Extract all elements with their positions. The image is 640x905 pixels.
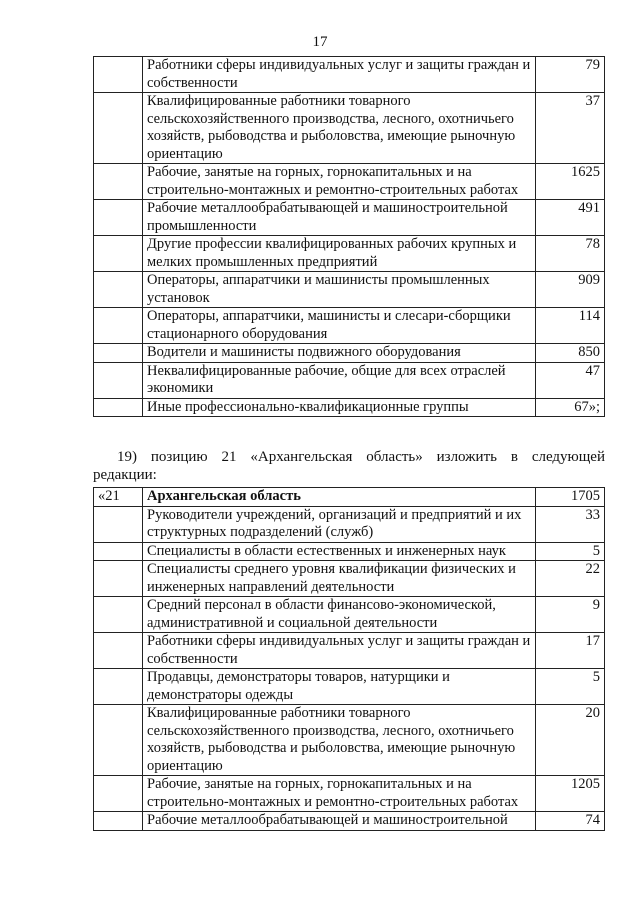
table-row: [94, 164, 605, 200]
row-value: 79: [536, 57, 605, 93]
row-value: 22: [536, 561, 605, 597]
row-marker: [94, 200, 143, 236]
row-occupation: Водители и машинисты подвижного оборудования: [143, 344, 536, 363]
amendment-paragraph: [93, 448, 605, 484]
row-occupation: Руководители учреждений, организаций и предприятий и их структурных подразделений (служб): [143, 506, 536, 542]
row-marker: [94, 812, 143, 831]
row-value: 5: [536, 542, 605, 561]
row-marker: [94, 776, 143, 812]
row-occupation: Рабочие, занятые на горных, горнокапитальных и на строительно-монтажных и ремонтно-строительных работах: [143, 164, 536, 200]
table-header-row: [94, 488, 605, 507]
row-occupation: Другие профессии квалифицированных рабочих крупных и мелких промышленных предприятий: [143, 236, 536, 272]
table-row: [94, 705, 605, 776]
table-row: [94, 633, 605, 669]
row-occupation: Рабочие, занятые на горных, горнокапитальных и на строительно-монтажных и ремонтно-строительных работах: [143, 776, 536, 812]
row-marker: [94, 164, 143, 200]
table-row: [94, 308, 605, 344]
table-row: [94, 236, 605, 272]
page-number: 17: [312, 34, 328, 50]
row-marker: [94, 236, 143, 272]
row-value: 5: [536, 669, 605, 705]
row-value: 37: [536, 93, 605, 164]
table-row: [94, 776, 605, 812]
row-value: 20: [536, 705, 605, 776]
table-row: [94, 542, 605, 561]
row-marker: [94, 561, 143, 597]
row-value: 9: [536, 597, 605, 633]
row-value: 78: [536, 236, 605, 272]
region-total: 1705: [536, 488, 605, 507]
table-row: [94, 344, 605, 363]
row-value: 850: [536, 344, 605, 363]
row-occupation: Специалисты среднего уровня квалификации физических и инженерных направлений деятельности: [143, 561, 536, 597]
row-value: 47: [536, 362, 605, 398]
row-marker: [94, 705, 143, 776]
table-row: [94, 597, 605, 633]
table-row: [94, 57, 605, 93]
amendment-line-1: 19) позицию 21 «Архангельская область» изложить в следующей: [117, 449, 605, 465]
row-occupation: Специалисты в области естественных и инженерных наук: [143, 542, 536, 561]
row-marker: [94, 542, 143, 561]
row-occupation: Операторы, аппаратчики, машинисты и слесари-сборщики стационарного оборудования: [143, 308, 536, 344]
row-value: 491: [536, 200, 605, 236]
table-row: [94, 93, 605, 164]
row-occupation: Операторы, аппаратчики и машинисты промышленных установок: [143, 272, 536, 308]
row-value: 909: [536, 272, 605, 308]
row-occupation: Работники сферы индивидуальных услуг и защиты граждан и собственности: [143, 633, 536, 669]
arkhangelsk-table: [93, 487, 605, 831]
table-row: [94, 506, 605, 542]
row-occupation: Средний персонал в области финансово-экономической, административной и социальной деятельности: [143, 597, 536, 633]
row-marker: [94, 398, 143, 417]
row-value: 74: [536, 812, 605, 831]
row-marker: [94, 362, 143, 398]
row-occupation: Неквалифицированные рабочие, общие для всех отраслей экономики: [143, 362, 536, 398]
row-value: 1625: [536, 164, 605, 200]
table-row: [94, 561, 605, 597]
row-value: 17: [536, 633, 605, 669]
table-row: [94, 398, 605, 417]
row-marker: [94, 344, 143, 363]
row-marker: [94, 597, 143, 633]
row-marker: [94, 57, 143, 93]
table-row: [94, 669, 605, 705]
row-marker: [94, 308, 143, 344]
row-value: 114: [536, 308, 605, 344]
row-marker: [94, 633, 143, 669]
table-row: [94, 272, 605, 308]
row-occupation: Квалифицированные работники товарного сельскохозяйственного производства, лесного, охотничьего хозяйств, рыбоводства и рыболовства, имеющие рыночную ориентацию: [143, 93, 536, 164]
row-occupation: Работники сферы индивидуальных услуг и защиты граждан и собственности: [143, 57, 536, 93]
table-row: [94, 362, 605, 398]
table-row: [94, 812, 605, 831]
row-marker: [94, 93, 143, 164]
row-occupation: Рабочие металлообрабатывающей и машиностроительной: [143, 812, 536, 831]
row-marker: [94, 506, 143, 542]
amendment-line-2: редакции:: [93, 467, 157, 483]
row-value: 33: [536, 506, 605, 542]
row-value: 67»;: [536, 398, 605, 417]
row-occupation: Рабочие металлообрабатывающей и машиностроительной промышленности: [143, 200, 536, 236]
row-occupation: Продавцы, демонстраторы товаров, натурщики и демонстраторы одежды: [143, 669, 536, 705]
row-occupation: Иные профессионально-квалификационные группы: [143, 398, 536, 417]
region-name: Архангельская область: [143, 488, 536, 507]
row-occupation: Квалифицированные работники товарного сельскохозяйственного производства, лесного, охотничьего хозяйств, рыбоводства и рыболовства, имеющие рыночную ориентацию: [143, 705, 536, 776]
table-row: [94, 200, 605, 236]
row-marker: [94, 669, 143, 705]
occupation-table-continued: [93, 56, 605, 417]
position-marker: «21: [94, 488, 143, 507]
row-value: 1205: [536, 776, 605, 812]
row-marker: [94, 272, 143, 308]
